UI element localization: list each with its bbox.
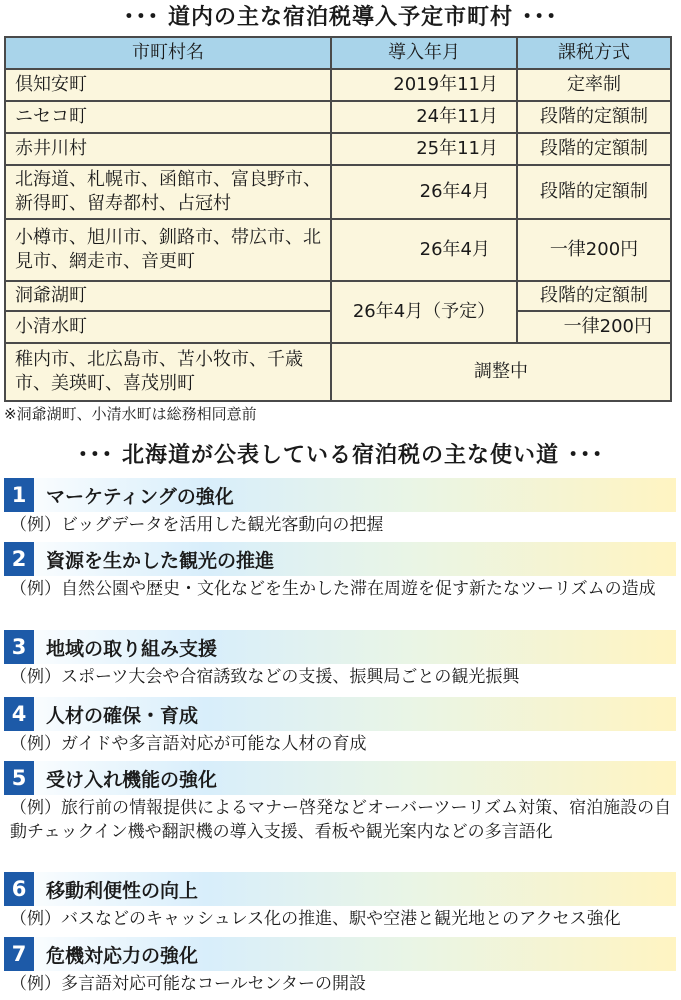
use-item-title: マーケティングの強化 — [46, 485, 234, 508]
use-item-example: （例）多言語対応可能なコールセンターの開設 — [4, 972, 676, 996]
use-item-title: 危機対応力の強化 — [46, 944, 199, 967]
table-row-date: 26年4月 — [330, 218, 518, 282]
use-item-header — [4, 761, 676, 795]
table-row-status-merged: 調整中 — [330, 342, 672, 402]
table-row-method: 一律200円 — [516, 310, 672, 344]
use-number-badge: 5 — [4, 761, 34, 795]
header-tax-method: 課税方式 — [516, 36, 672, 70]
table-row-date: 26年4月 — [330, 164, 518, 220]
header-municipality: 市町村名 — [4, 36, 332, 70]
use-item-header — [4, 630, 676, 664]
table-row-date-merged: 26年4月（予定） — [330, 280, 518, 344]
header-start-date: 導入年月 — [330, 36, 518, 70]
use-number-badge: 6 — [4, 872, 34, 906]
table-row-name: 北海道、札幌市、函館市、富良野市、新得町、留寿都村、占冠村 — [4, 164, 332, 220]
use-number-badge: 1 — [4, 478, 34, 512]
use-item-header — [4, 697, 676, 731]
use-item-header — [4, 872, 676, 906]
use-item-header — [4, 478, 676, 512]
table-row-name: ニセコ町 — [4, 100, 332, 134]
use-item-example: （例）自然公園や歴史・文化などを生かした滞在周遊を促す新たなツーリズムの造成 — [4, 577, 676, 601]
table-row-date: 24年11月 — [330, 100, 518, 134]
use-item-title: 移動利便性の向上 — [46, 879, 199, 902]
use-number-badge: 2 — [4, 542, 34, 576]
use-item-title: 地域の取り組み支援 — [46, 637, 218, 660]
use-number-badge: 4 — [4, 697, 34, 731]
table-row-method: 段階的定額制 — [516, 132, 672, 166]
uses-title: ･･･ 北海道が公表している宿泊税の主な使い道 ･･･ — [77, 443, 604, 468]
use-item-example: （例）ビッグデータを活用した観光客動向の把握 — [4, 513, 676, 537]
use-item-example: （例）バスなどのキャッシュレス化の推進、駅や空港と観光地とのアクセス強化 — [4, 907, 676, 931]
table-row-method: 段階的定額制 — [516, 164, 672, 220]
table-row-name: 洞爺湖町 — [4, 280, 332, 312]
use-item-example: （例）ガイドや多言語対応が可能な人材の育成 — [4, 732, 676, 756]
table-row-method: 段階的定額制 — [516, 280, 672, 312]
use-item-example: （例）旅行前の情報提供によるマナー啓発などオーバーツーリズム対策、宿泊施設の自動チェックイン機や翻訳機の導入支援、看板や観光案内などの多言語化 — [4, 796, 676, 844]
use-number-badge: 7 — [4, 937, 34, 971]
use-number-badge: 3 — [4, 630, 34, 664]
table-row-date: 2019年11月 — [330, 68, 518, 102]
use-item-title: 資源を生かした観光の推進 — [46, 549, 275, 572]
tax-schedule-table — [4, 36, 672, 402]
table-footnote: ※洞爺湖町、小清水町は総務相同意前 — [4, 405, 257, 423]
table-row-name: 赤井川村 — [4, 132, 332, 166]
table-row-method: 段階的定額制 — [516, 100, 672, 134]
use-item-title: 受け入れ機能の強化 — [46, 768, 218, 791]
table-title: ･･･ 道内の主な宿泊税導入予定市町村 ･･･ — [123, 5, 558, 30]
table-row-name: 倶知安町 — [4, 68, 332, 102]
use-item-header — [4, 542, 676, 576]
use-item-header — [4, 937, 676, 971]
table-row-name: 小樽市、旭川市、釧路市、帯広市、北見市、網走市、音更町 — [4, 218, 332, 282]
use-item-title: 人材の確保・育成 — [46, 704, 199, 727]
use-item-example: （例）スポーツ大会や合宿誘致などの支援、振興局ごとの観光振興 — [4, 665, 676, 689]
table-row-method: 定率制 — [516, 68, 672, 102]
table-row-name: 稚内市、北広島市、苫小牧市、千歳市、美瑛町、喜茂別町 — [4, 342, 332, 402]
table-row-name: 小清水町 — [4, 310, 332, 344]
table-row-date: 25年11月 — [330, 132, 518, 166]
table-row-method: 一律200円 — [516, 218, 672, 282]
